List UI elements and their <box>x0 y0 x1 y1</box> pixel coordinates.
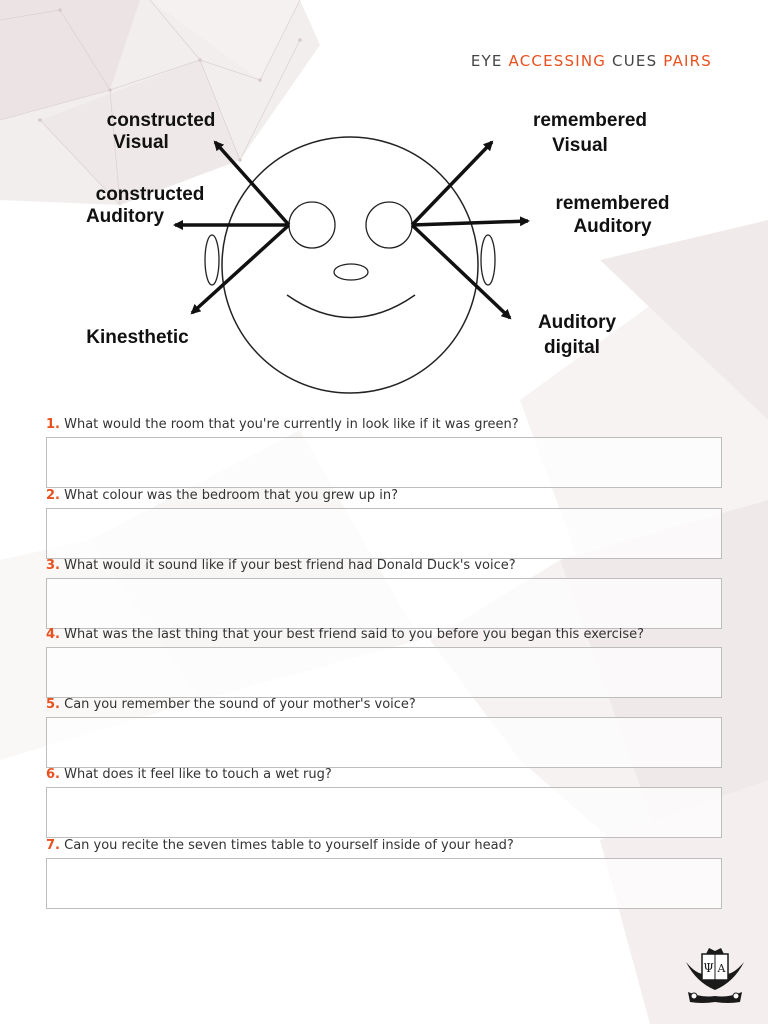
answer-field[interactable] <box>46 578 722 629</box>
crest-left-glyph: Ψ <box>703 961 714 975</box>
label-remembered-auditory <box>535 193 690 238</box>
question-label: Can you recite the seven times table to yourself inside of your head? <box>64 838 514 853</box>
question-item <box>46 626 722 698</box>
label-remembered-visual-line1: remembered <box>532 110 648 131</box>
question-text <box>46 626 722 644</box>
question-number: 7. <box>46 838 60 853</box>
right-ear <box>481 235 495 285</box>
label-constructed-visual-line1: constructed <box>106 110 216 131</box>
face-outline <box>222 137 478 393</box>
label-remembered-auditory-line1: remembered <box>555 193 670 214</box>
question-text <box>46 696 722 714</box>
question-item <box>46 557 722 629</box>
answer-field[interactable] <box>46 647 722 698</box>
question-item <box>46 696 722 768</box>
nose <box>334 264 368 280</box>
question-label: What would it sound like if your best friend had Donald Duck's voice? <box>64 558 516 573</box>
arrow-constructed-visual <box>215 142 289 225</box>
title-part-eye: EYE <box>470 52 509 70</box>
label-constructed-visual <box>91 110 231 154</box>
arrow-auditory-digital <box>412 225 510 318</box>
question-label: What colour was the bedroom that you grew up in? <box>64 488 399 503</box>
question-label: What does it feel like to touch a wet rug? <box>64 767 332 782</box>
label-auditory-digital-line1: Auditory <box>537 312 617 333</box>
title-part-accessing: ACCESSING <box>508 52 607 70</box>
title-part-cues: CUES <box>606 52 664 70</box>
question-label: What would the room that you're currently in look like if it was green? <box>64 417 519 432</box>
label-constructed-auditory-line2: Auditory <box>85 206 165 227</box>
question-item <box>46 416 722 488</box>
question-number: 2. <box>46 488 60 503</box>
page-title <box>471 52 712 70</box>
label-auditory-digital <box>517 312 637 359</box>
crest-right-glyph: A <box>717 962 726 975</box>
label-constructed-auditory <box>65 184 215 228</box>
label-auditory-digital-line2: digital <box>544 337 600 358</box>
label-kinesthetic-line1: Kinesthetic <box>86 327 189 348</box>
arrow-remembered-auditory <box>412 221 528 225</box>
question-item <box>46 766 722 838</box>
title-part-pairs: PAIRS <box>663 52 712 70</box>
label-constructed-auditory-line1: constructed <box>95 184 205 205</box>
question-text <box>46 557 722 575</box>
question-text <box>46 416 722 434</box>
right-eye <box>366 202 412 248</box>
answer-field[interactable] <box>46 858 722 909</box>
question-label: What was the last thing that your best friend said to you before you began this exercise? <box>64 627 645 642</box>
question-number: 1. <box>46 417 60 432</box>
arrow-kinesthetic <box>192 225 289 313</box>
left-ear <box>205 235 219 285</box>
answer-field[interactable] <box>46 717 722 768</box>
arrow-remembered-visual <box>412 142 492 225</box>
question-text <box>46 487 722 505</box>
label-constructed-visual-line2: Visual <box>113 132 169 153</box>
question-text <box>46 837 722 855</box>
label-remembered-visual <box>510 110 670 157</box>
mouth <box>287 295 415 318</box>
left-eye <box>289 202 335 248</box>
question-number: 5. <box>46 697 60 712</box>
answer-field[interactable] <box>46 787 722 838</box>
question-number: 4. <box>46 627 60 642</box>
question-text <box>46 766 722 784</box>
question-number: 6. <box>46 767 60 782</box>
answer-field[interactable] <box>46 437 722 488</box>
answer-field[interactable] <box>46 508 722 559</box>
question-number: 3. <box>46 558 60 573</box>
eye-cues-diagram <box>55 100 715 400</box>
question-label: Can you remember the sound of your mother's voice? <box>64 697 416 712</box>
label-remembered-visual-line2: Visual <box>552 135 608 156</box>
crest-logo <box>682 944 748 1006</box>
question-item <box>46 487 722 559</box>
label-remembered-auditory-line2: Auditory <box>573 216 652 237</box>
label-kinesthetic <box>70 327 205 349</box>
question-item <box>46 837 722 909</box>
